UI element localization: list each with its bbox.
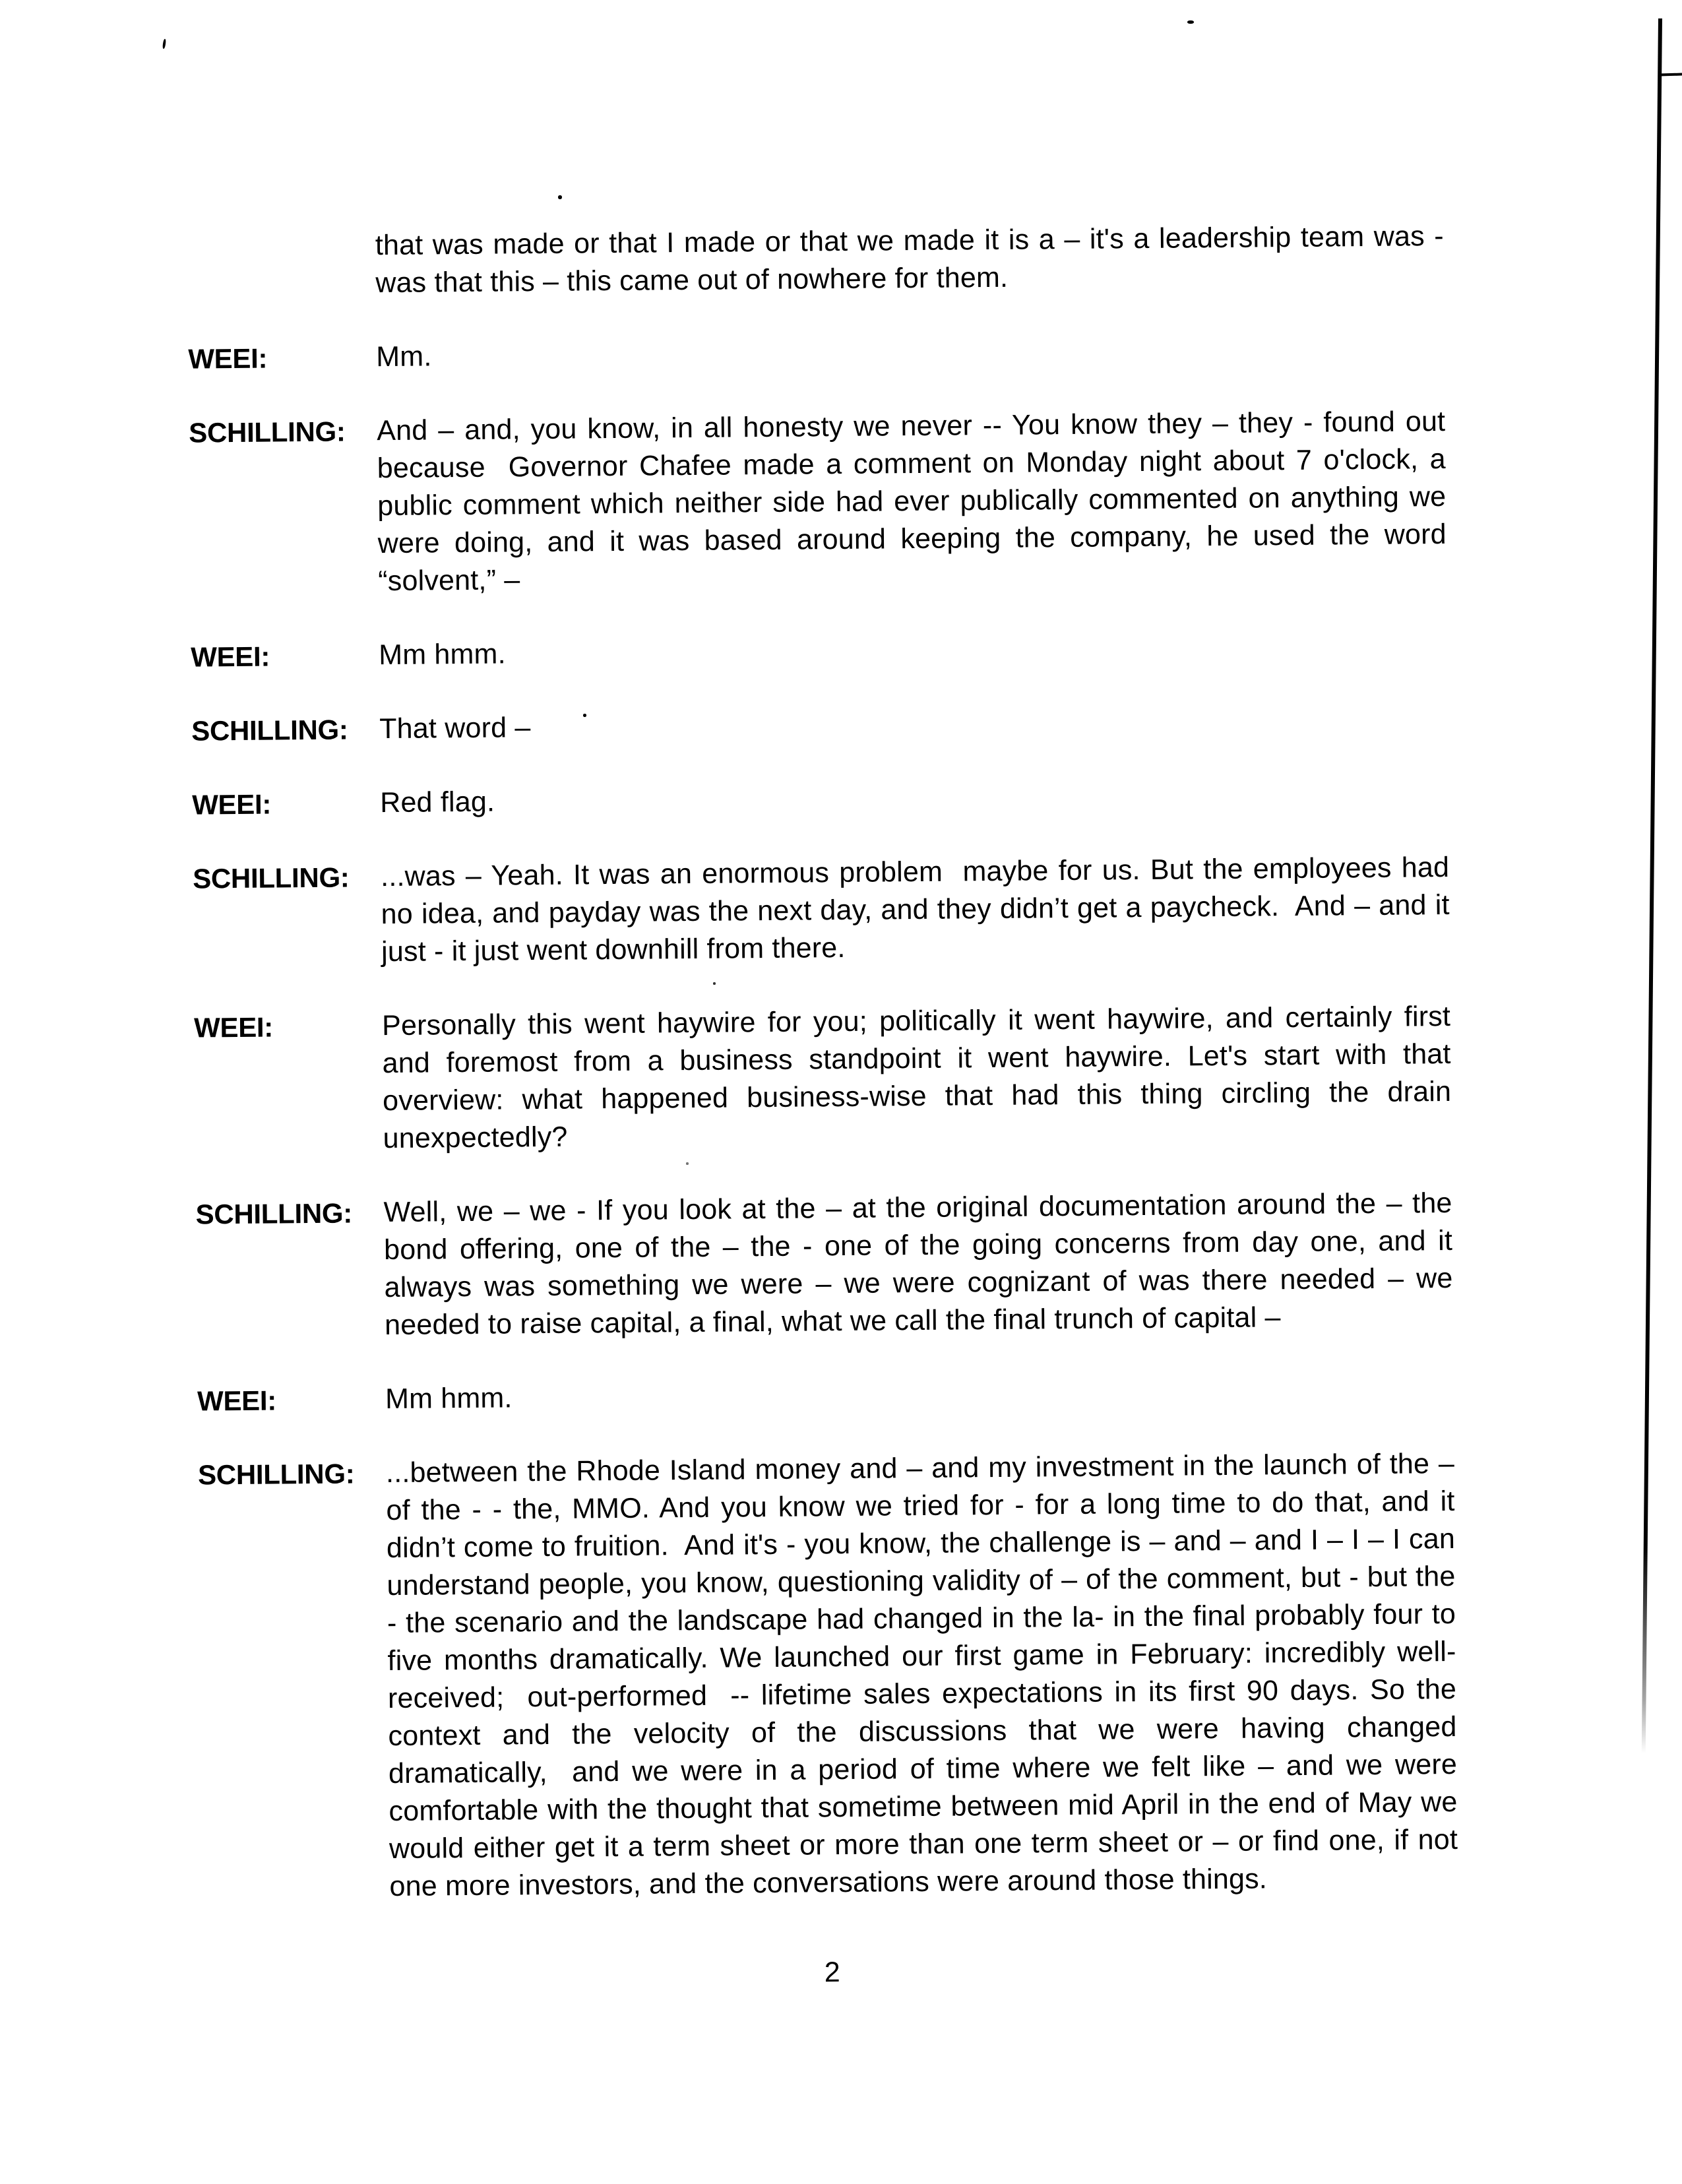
speech-text: Personally this went haywire for you; politically it went haywire, and certainly first and foremost from a business standpoint it went haywire. Let's start with that overview: what happened business-wise that had this thing circling the drain unexpectedly? xyxy=(381,1000,1460,1155)
speech-text: And – and, you know, in all honesty we never -- You know they – they - found out because Governor Chafee made a comment on Monday night about 7 o'clock, a public comment which neither side had ever publically commented on anything we were doing, and it was based around keeping the company, he used the word “solvent,” – xyxy=(377,405,1455,598)
speaker-label: SCHILLING: xyxy=(197,1458,355,1491)
speaker-label: WEEI: xyxy=(191,640,270,673)
scan-edge-tick xyxy=(1660,73,1682,77)
transcript-entry xyxy=(189,403,1455,602)
transcript-body xyxy=(187,218,1466,1944)
speech-text: that was made or that I made or that we made it is a – it's a leadership team was - was that this – this came out of nowhere for them. xyxy=(375,220,1452,299)
speaker-label: WEEI: xyxy=(192,788,272,821)
speech-text: Well, we – we - If you look at the – at the original documentation around the – the bond offering, one of the – the - one of the going concerns from day one, and it always was something we were – we were cognizant of was there needed – we needed to raise capital, a final, what we call the final trunch of capital – xyxy=(383,1187,1461,1342)
speaker-label: SCHILLING: xyxy=(191,714,348,747)
speaker-label: SCHILLING: xyxy=(195,1197,353,1230)
page-number: 2 xyxy=(824,1956,840,1989)
transcript-entry xyxy=(197,1445,1466,1908)
transcript-entry xyxy=(191,627,1447,676)
speech-text: Mm hmm. xyxy=(385,1382,513,1416)
scan-speck xyxy=(583,714,586,717)
speech-text: ...between the Rhode Island money and – and my investment in the launch of the – of the - - the, MMO. And you know we tried for - for a long time to do that, and it didn’t come to fruition. And it's - you know, the challenge is – and – and I – I – I can understand people, you know, questioning validity of – of the comment, but - but the - the scenario and the landscape had changed in the la- in the final probably four to five months dramatically. We launched our first game in February: incredibly well-received; out-performed -- lifetime sales expectations in its first 90 days. So the context and the velocity of the discussions that we were having changed dramatically, and we were in a period of time where we felt like – and we were comfortable with the thought that sometime between mid April in the end of May we would either get it a term sheet or more than one term sheet or – or find one, if not one more investors, and the conversations were around those things. xyxy=(385,1447,1466,1903)
transcript-entry xyxy=(188,329,1445,378)
speaker-label: WEEI: xyxy=(188,342,268,375)
speaker-label: SCHILLING: xyxy=(189,416,346,449)
transcript-entry xyxy=(192,775,1448,824)
speech-text: That word – xyxy=(379,712,531,745)
transcript-entry xyxy=(195,1185,1461,1346)
transcript-entry xyxy=(197,1371,1454,1420)
scan-speck xyxy=(558,195,562,199)
speaker-label xyxy=(187,227,376,303)
speech-text: Mm. xyxy=(376,340,432,373)
transcript-entry xyxy=(187,218,1452,304)
speech-text: Mm hmm. xyxy=(379,638,506,671)
speaker-label: WEEI: xyxy=(193,1011,274,1044)
scan-speck xyxy=(1187,20,1194,24)
transcript-entry xyxy=(192,849,1458,973)
transcript-entry xyxy=(191,701,1448,750)
speech-text: Red flag. xyxy=(379,786,495,819)
scan-speck xyxy=(713,982,716,985)
scan-speck xyxy=(686,1162,689,1165)
speaker-label: SCHILLING: xyxy=(192,861,350,894)
speaker-label: WEEI: xyxy=(197,1385,277,1417)
transcript-entry xyxy=(193,998,1460,1160)
speech-text: ...was – Yeah. It was an enormous problem maybe for us. But the employees had no idea, and payday was the next day, and they didn’t get a paycheck. And – and it just - it just went downhill from there. xyxy=(380,851,1458,968)
